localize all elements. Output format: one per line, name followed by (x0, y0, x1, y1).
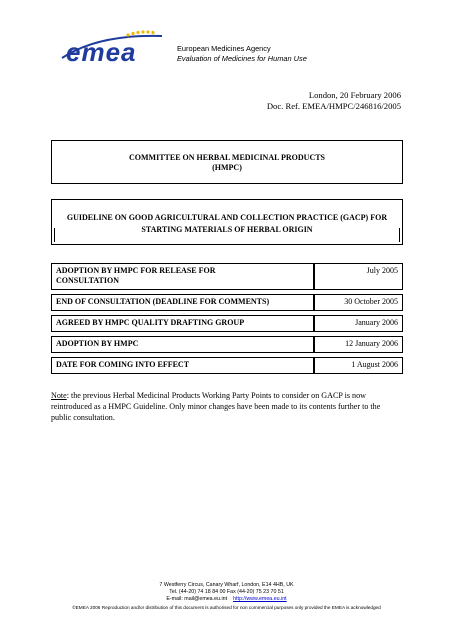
footer-contact (0, 596, 453, 603)
agency-subtitle: Evaluation of Medicines for Human Use (177, 53, 307, 63)
adoption-date: 30 October 2005 (314, 294, 403, 311)
website-link[interactable]: http://www.emea.eu.int (233, 596, 287, 602)
guideline-title-line2: STARTING MATERIALS OF HERBAL ORIGIN (141, 225, 313, 234)
adoption-date: 1 August 2006 (314, 357, 403, 374)
table-row (51, 357, 403, 374)
footer-email: E-mail: mail@emea.eu.int (166, 596, 228, 602)
note-label: Note (51, 391, 67, 400)
logo-text: emea (66, 37, 137, 67)
guideline-title-box (51, 199, 403, 245)
label-line: CONSULTATION (56, 276, 119, 285)
adoption-label: ADOPTION BY HMPC (51, 336, 314, 353)
agency-name: European Medicines Agency (177, 44, 271, 53)
adoption-date: 12 January 2006 (314, 336, 403, 353)
footer-copyright: ©EMEA 2006 Reproduction and/or distribution of this document is authorised for non commercial purposes only provided the EMEA is acknowledged (72, 605, 381, 610)
committee-abbreviation: (HMPC) (212, 163, 242, 172)
guideline-title-line1: GUIDELINE ON GOOD AGRICULTURAL AND COLLECTION PRACTICE (GACP) FOR (66, 213, 388, 222)
table-row (51, 294, 403, 311)
adoption-label: AGREED BY HMPC QUALITY DRAFTING GROUP (51, 315, 314, 332)
footer-address: 7 Westferry Circus, Canary Wharf, London, E14 4HB, UK (159, 582, 294, 588)
adoption-label (51, 263, 314, 290)
note-line: public consultation. (51, 413, 115, 422)
committee-box (51, 140, 403, 184)
adoption-date: July 2005 (314, 263, 403, 290)
footer-phone: Tel. (44-20) 74 18 84 00 Fax (44-20) 75 23 70 51 (169, 589, 284, 595)
page-footer (0, 582, 453, 611)
document-reference: Doc. Ref. EMEA/HMPC/246816/2005 (266, 101, 401, 111)
label-line: ADOPTION BY HMPC FOR RELEASE FOR (56, 266, 216, 275)
note-line: : the previous Herbal Medicinal Products Working Party Points to consider on GACP is now (66, 391, 366, 400)
document-date: London, 20 February 2006 (308, 90, 401, 100)
box-tick-right (399, 228, 400, 242)
agency-block (177, 44, 307, 63)
adoption-table (51, 259, 403, 378)
table-row (51, 336, 403, 353)
table-row (51, 315, 403, 332)
adoption-label: END OF CONSULTATION (DEADLINE FOR COMMENTS) (51, 294, 314, 311)
document-meta (267, 90, 401, 112)
note-paragraph (51, 390, 406, 423)
box-tick-left (54, 228, 55, 242)
adoption-date: January 2006 (314, 315, 403, 332)
table-row (51, 263, 403, 290)
adoption-label: DATE FOR COMING INTO EFFECT (51, 357, 314, 374)
note-line: reintroduced as a HMPC Guideline. Only minor changes have been made to its contents further to the (51, 402, 381, 411)
emea-logo (58, 28, 174, 68)
committee-title: COMMITTEE ON HERBAL MEDICINAL PRODUCTS (128, 153, 326, 162)
